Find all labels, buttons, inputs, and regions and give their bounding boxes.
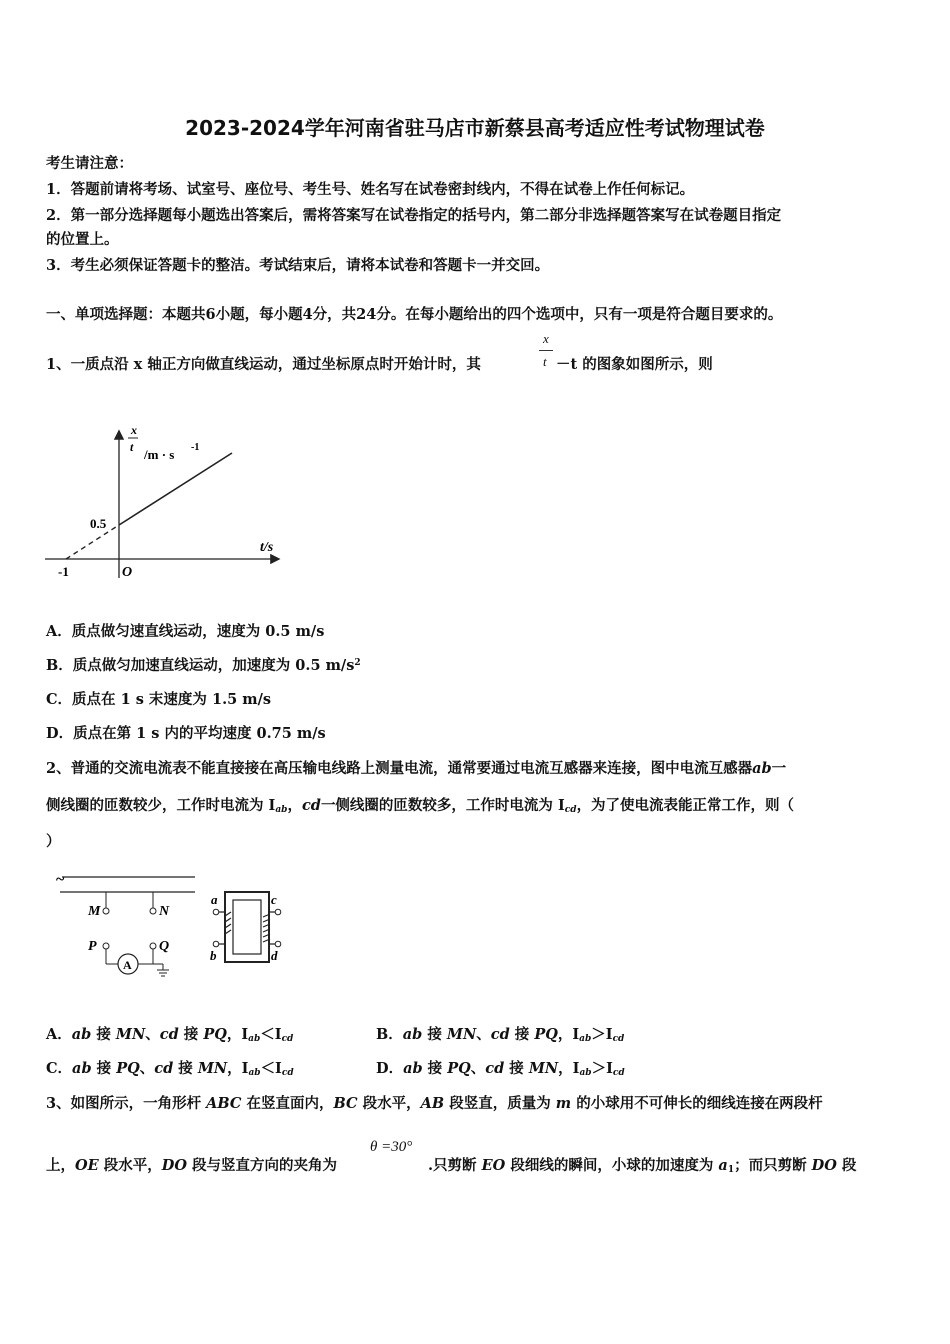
opt-b-10: ＞I <box>591 1026 613 1043</box>
label-b: b <box>210 948 217 963</box>
q3-l2-oe: OE <box>75 1157 99 1174</box>
opt-d-4: 、 <box>470 1060 486 1077</box>
q2-line2-sub-ab: ab <box>275 805 288 815</box>
q1-stem-part-b: －t 的图象如图所示，则 <box>556 356 713 373</box>
q3-stem-line-2 <box>46 1154 337 1175</box>
q1-xt-graph <box>40 420 290 585</box>
opt-d-7: MN <box>528 1060 559 1077</box>
opt-b-2: 接 <box>422 1026 447 1043</box>
q3-l2-a1: a <box>718 1157 728 1174</box>
opt-a-4: 、 <box>145 1026 160 1043</box>
q1-option-b-text: B．质点做匀加速直线运动，加速度为 0.5 m/s <box>46 657 355 674</box>
opt-d-8: ，I <box>558 1060 580 1077</box>
q2-line2-sub-cd: cd <box>564 805 577 815</box>
page-title: 2023-2024学年河南省驻马店市新蔡县高考适应性考试物理试卷 <box>185 116 765 140</box>
opt-c-5: cd <box>154 1060 174 1077</box>
opt-c-8: ，I <box>227 1060 249 1077</box>
opt-d-3: PQ <box>447 1060 471 1077</box>
q3-stem-line-2-cont <box>428 1154 856 1175</box>
q1-frac-denominator: t <box>543 354 547 369</box>
opt-b-6: 接 <box>509 1026 535 1043</box>
opt-a-9: ab <box>248 1034 261 1044</box>
q3-l1-ab: AB <box>420 1095 445 1112</box>
graph-line <box>119 453 232 525</box>
notice-item-3: 3．考生必须保证答题卡的整洁。考试结束后，请将本试卷和答题卡一并交回。 <box>46 257 550 274</box>
label-a: a <box>211 892 218 907</box>
opt-a-3: MN <box>115 1026 146 1043</box>
terminal-n <box>150 908 156 914</box>
y-unit: /m · s <box>144 447 175 462</box>
opt-c-10: ＜I <box>260 1060 282 1077</box>
q2-line2-d: ，为了使电流表能正常工作，则（ <box>576 797 795 814</box>
opt-d-5: cd <box>485 1060 505 1077</box>
terminal-a <box>213 909 219 915</box>
opt-d-2: 接 <box>422 1060 448 1077</box>
q1-frac-bar <box>539 350 553 351</box>
opt-a-10: ＜I <box>260 1026 282 1043</box>
q2-stem-line-2 <box>46 794 794 815</box>
q2-option-d <box>376 1057 625 1078</box>
terminal-p <box>103 943 109 949</box>
q3-l2-a1-sub: 1 <box>727 1165 735 1175</box>
opt-a-1: ab <box>71 1026 92 1043</box>
opt-d-11: cd <box>612 1068 625 1078</box>
q3-l1-e: 的小球用不可伸长的细线连接在两段杆 <box>571 1095 823 1112</box>
y-intercept-label: 0.5 <box>90 516 107 531</box>
opt-d-0: D． <box>376 1060 404 1077</box>
q3-l2-c: 段与竖直方向的夹角为 <box>186 1157 338 1174</box>
q3-l2-d: .只剪断 <box>428 1157 482 1174</box>
q1-option-b-sup: 2 <box>354 658 361 668</box>
section-heading: 一、单项选择题：本题共6小题，每小题4分，共24分。在每小题给出的四个选项中，只有一项是符合题目要求的。 <box>46 306 783 323</box>
opt-a-5: cd <box>159 1026 179 1043</box>
q3-l2-g: 段 <box>836 1157 857 1174</box>
q2-option-a <box>46 1023 293 1044</box>
opt-d-9: ab <box>579 1068 592 1078</box>
q3-theta-formula: θ =30° <box>370 1139 413 1155</box>
opt-c-0: C． <box>46 1060 73 1077</box>
q3-stem-line-1 <box>46 1092 823 1113</box>
ac-symbol: ~ <box>56 871 65 888</box>
ammeter-label: A <box>123 958 132 972</box>
q2-line1-text: 2、普通的交流电流表不能直接接在高压输电线路上测量电流，通常要通过电流互感器来连接，图中电流互感器 <box>46 760 753 777</box>
y-label-denominator: t <box>130 440 134 454</box>
terminal-d <box>275 941 281 947</box>
q3-l1-d: 段竖直，质量为 <box>444 1095 556 1112</box>
q3-l2-f: ；而只剪断 <box>734 1157 812 1174</box>
q3-l2-a: 上， <box>46 1157 75 1174</box>
label-m: M <box>88 904 101 919</box>
opt-d-10: ＞I <box>591 1060 613 1077</box>
opt-b-5: cd <box>490 1026 510 1043</box>
q2-line2-b: ， <box>287 797 302 814</box>
q2-line2-c: 一侧线圈的匝数较多，工作时电流为 I <box>320 797 565 814</box>
q1-option-d: D．质点在第 1 s 内的平均速度 0.75 m/s <box>46 725 326 742</box>
q3-l2-b: 段水平， <box>98 1157 162 1174</box>
q2-stem-line-1 <box>46 757 786 778</box>
q2-stem-line-3: ） <box>46 833 61 850</box>
q3-l1-abc: ABC <box>206 1095 242 1112</box>
opt-c-7: MN <box>197 1060 228 1077</box>
label-c: c <box>271 892 277 907</box>
q3-l1-c: 段水平， <box>357 1095 421 1112</box>
label-p: P <box>88 939 97 954</box>
opt-a-2: 接 <box>91 1026 116 1043</box>
opt-b-8: ，I <box>557 1026 580 1043</box>
opt-a-7: PQ <box>203 1026 227 1043</box>
opt-b-1: ab <box>402 1026 423 1043</box>
q3-l2-e: 段细线的瞬间，小球的加速度为 <box>505 1157 719 1174</box>
q3-l2-do: DO <box>161 1157 187 1174</box>
x-label: t/s <box>260 540 274 555</box>
transformer-core-inner <box>233 900 261 954</box>
opt-a-6: 接 <box>178 1026 204 1043</box>
opt-a-11: cd <box>281 1034 294 1044</box>
opt-d-1: ab <box>403 1060 423 1077</box>
q1-stem <box>46 353 481 374</box>
q1-option-b <box>46 654 361 675</box>
terminal-b <box>213 941 219 947</box>
opt-b-3: MN <box>446 1026 477 1043</box>
opt-b-0: B． <box>376 1026 403 1043</box>
q2-line2-a: 侧线圈的匝数较少，工作时电流为 I <box>46 797 276 814</box>
q3-l2-do2: DO <box>811 1157 837 1174</box>
q2-line1-ab: ab <box>752 760 772 777</box>
q2-option-c <box>46 1057 294 1078</box>
transformer-core <box>225 892 269 962</box>
opt-c-9: ab <box>248 1068 261 1078</box>
opt-c-4: 、 <box>139 1060 155 1077</box>
notice-item-1: 1．答题前请将考场、试室号、座位号、考生号、姓名写在试卷密封线内，不得在试卷上作任何标记。 <box>46 181 695 198</box>
y-unit-exponent: -1 <box>191 442 200 453</box>
opt-d-6: 接 <box>504 1060 529 1077</box>
q3-l1-b: 在竖直面内， <box>241 1095 334 1112</box>
label-d: d <box>271 948 278 963</box>
label-n: N <box>159 904 170 919</box>
q3-l2-eo: EO <box>481 1157 506 1174</box>
q3-l1-bc: BC <box>333 1095 358 1112</box>
origin-label: O <box>122 565 133 580</box>
q2-option-b <box>376 1023 624 1044</box>
x-intercept-label: -1 <box>58 564 69 579</box>
opt-c-6: 接 <box>173 1060 198 1077</box>
opt-b-11: cd <box>612 1034 625 1044</box>
notice-heading: 考生请注意： <box>46 155 133 172</box>
opt-b-7: PQ <box>534 1026 558 1043</box>
opt-b-4: 、 <box>476 1026 491 1043</box>
notice-item-2-cont: 的位置上。 <box>46 231 119 248</box>
q1-frac-numerator: x <box>543 331 549 346</box>
opt-c-1: ab <box>72 1060 92 1077</box>
y-label-numerator: x <box>131 423 137 437</box>
terminal-q <box>150 943 156 949</box>
label-q: Q <box>159 939 170 954</box>
opt-b-9: ab <box>579 1034 592 1044</box>
opt-c-2: 接 <box>91 1060 117 1077</box>
opt-c-11: cd <box>281 1068 294 1078</box>
q3-l1-m: m <box>555 1095 572 1112</box>
q1-stem-part-a: 1、一质点沿 x 轴正方向做直线运动，通过坐标原点时开始计时，其 <box>46 356 481 373</box>
opt-a-0: A． <box>46 1026 72 1043</box>
q2-circuit-diagram <box>50 870 290 985</box>
terminal-m <box>103 908 109 914</box>
q1-option-a: A．质点做匀速直线运动，速度为 0.5 m/s <box>46 623 325 640</box>
q2-line2-cd: cd <box>301 797 321 814</box>
notice-item-2: 2．第一部分选择题每小题选出答案后，需将答案写在试卷指定的括号内，第二部分非选择题答案写在试卷题目指定 <box>46 207 782 224</box>
q3-l1-a: 3、如图所示，一角形杆 <box>46 1095 207 1112</box>
opt-a-8: ，I <box>226 1026 249 1043</box>
q2-line1-tail: 一 <box>771 760 787 777</box>
q1-option-c: C．质点在 1 s 末速度为 1.5 m/s <box>46 691 272 708</box>
terminal-c <box>275 909 281 915</box>
opt-c-3: PQ <box>116 1060 140 1077</box>
